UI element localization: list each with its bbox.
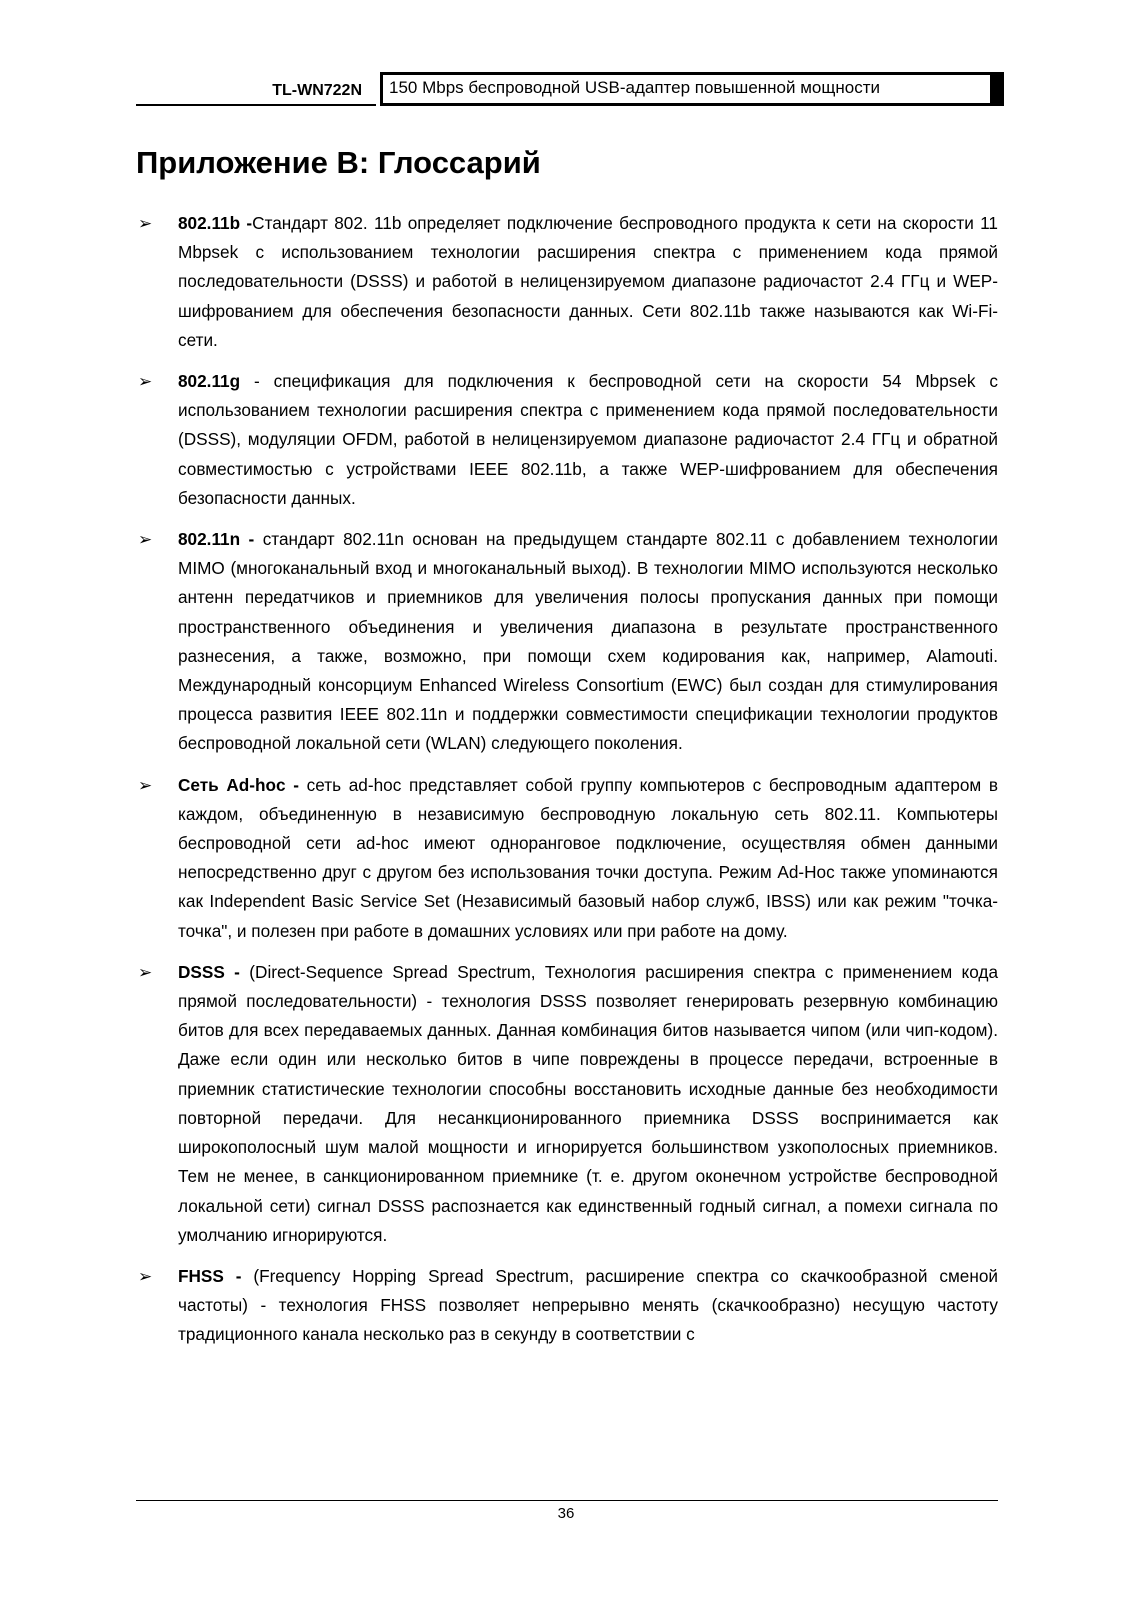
glossary-term: 802.11g bbox=[178, 371, 241, 392]
header-product-box bbox=[380, 72, 1004, 106]
page-title: Приложение В: Глоссарий bbox=[136, 145, 541, 180]
glossary-term: Сеть Ad-hoc - bbox=[178, 774, 299, 795]
page-header bbox=[136, 72, 1008, 106]
arrowhead-bullet-icon: ➢ bbox=[138, 530, 153, 550]
glossary-definition: - спецификация для подключения к беспроводной сети на скорости 54 Mbpsek с использованием технологии расширения спектра с применением кода прямой последовательности (DSSS), модуляции OFDM, работой в нелицензируемом диапазоне радиочастот 2.4 ГГц и обратной совместимостью с устройствами IEEE 802.11b, а также WEP-шифрованием для обеспечения безопасности данных. bbox=[178, 371, 998, 508]
arrowhead-bullet-icon: ➢ bbox=[138, 214, 153, 233]
glossary-term: 802.11b - bbox=[178, 213, 253, 233]
glossary-definition: Стандарт 802. 11b определяет подключение беспроводного продукта к сети на скорости 11 Mbpsek с использованием технологии расширения спектра с применением кода прямой последовательности (DSSS) и работой в нелицензируемом диапазоне радиочастот 2.4 ГГц и WEP-шифрованием для обеспечения безопасности данных. Сети 802.11b также называются как Wi-Fi-сети. bbox=[178, 213, 998, 350]
header-product: 150 Mbps беспроводной USB-адаптер повышенной мощности bbox=[389, 78, 880, 97]
page-number: 36 bbox=[557, 1505, 575, 1522]
glossary-definition: сеть ad-hoc представляет собой группу компьютеров с беспроводным адаптером в каждом, объединенную в независимую беспроводную локальную сеть 802.11. Компьютеры беспроводной сети ad-hoc имеют одноранговое подключение, осуществляя обмен данными непосредственно друг с другом без использования точки доступа. Режим Ad-Hoc также упоминаются как Independent Basic Service Set (Независимый базовый набор служб, IBSS) или как режим "точка-точка", и полезен при работе в домашних условиях или при работе на дому. bbox=[178, 774, 998, 941]
glossary-list bbox=[136, 209, 998, 1362]
glossary-term: FHSS - bbox=[178, 1265, 242, 1286]
header-model: TL-WN722N bbox=[272, 82, 362, 99]
glossary-definition: (Direct-Sequence Spread Spectrum, Технология расширения спектра с применением кода прямой последовательности) - технология DSSS позволяет генерировать резервную комбинацию битов для всех передаваемых данных. Данная комбинация битов называется чипом (или чип-кодом). Даже если один или несколько битов в чипе повреждены в процессе передачи, встроенные в приемник статистические технологии способны восстановить исходные данные без необходимости повторной передачи. Для несанкционированного приемника DSSS воспринимается как широкополосный шум малой мощности и игнорируется большинством узкополосных приемников. Тем не менее, в санкционированном приемнике (т. е. другом оконечном устройстве беспроводной локальной сети) сигнал DSSS распознается как единственный годный сигнал, а помехи сигнала по умолчанию игнорируются. bbox=[178, 961, 998, 1245]
glossary-term: 802.11n - bbox=[178, 529, 255, 550]
glossary-definition: стандарт 802.11n основан на предыдущем стандарте 802.11 с добавлением технологии MIMO (многоканальный вход и многоканальный выход). В технологии MIMO используются несколько антенн передатчиков и приемников для увеличения полосы пропускания данных при помощи пространственного объединения и увеличения диапазона в результате пространственного разнесения, а также, возможно, при помощи схем кодирования как, например, Alamouti. Международный консорциум Enhanced Wireless Consortium (EWC) был создан для стимулирования процесса развития IEEE 802.11n и поддержки совместимости спецификации технологии продуктов беспроводной локальной сети (WLAN) следующего поколения. bbox=[178, 529, 998, 754]
arrowhead-bullet-icon: ➢ bbox=[138, 1266, 153, 1286]
glossary-entry bbox=[136, 367, 998, 513]
arrowhead-bullet-icon: ➢ bbox=[138, 962, 153, 982]
arrowhead-bullet-icon: ➢ bbox=[138, 372, 153, 392]
glossary-entry bbox=[136, 1262, 998, 1350]
glossary-entry bbox=[136, 771, 998, 946]
glossary-term: DSSS - bbox=[178, 961, 240, 982]
glossary-entry bbox=[136, 958, 998, 1250]
glossary-definition: (Frequency Hopping Spread Spectrum, расширение спектра со скачкообразной сменой частоты) - технология FHSS позволяет непрерывно менять (скачкообразно) несущую частоту традиционного канала несколько раз в секунду в соответствии с bbox=[178, 1265, 999, 1345]
arrowhead-bullet-icon: ➢ bbox=[138, 775, 153, 795]
glossary-entry bbox=[136, 209, 998, 355]
header-model-block bbox=[136, 72, 376, 106]
glossary-entry bbox=[136, 525, 998, 759]
footer-rule bbox=[136, 1500, 998, 1501]
